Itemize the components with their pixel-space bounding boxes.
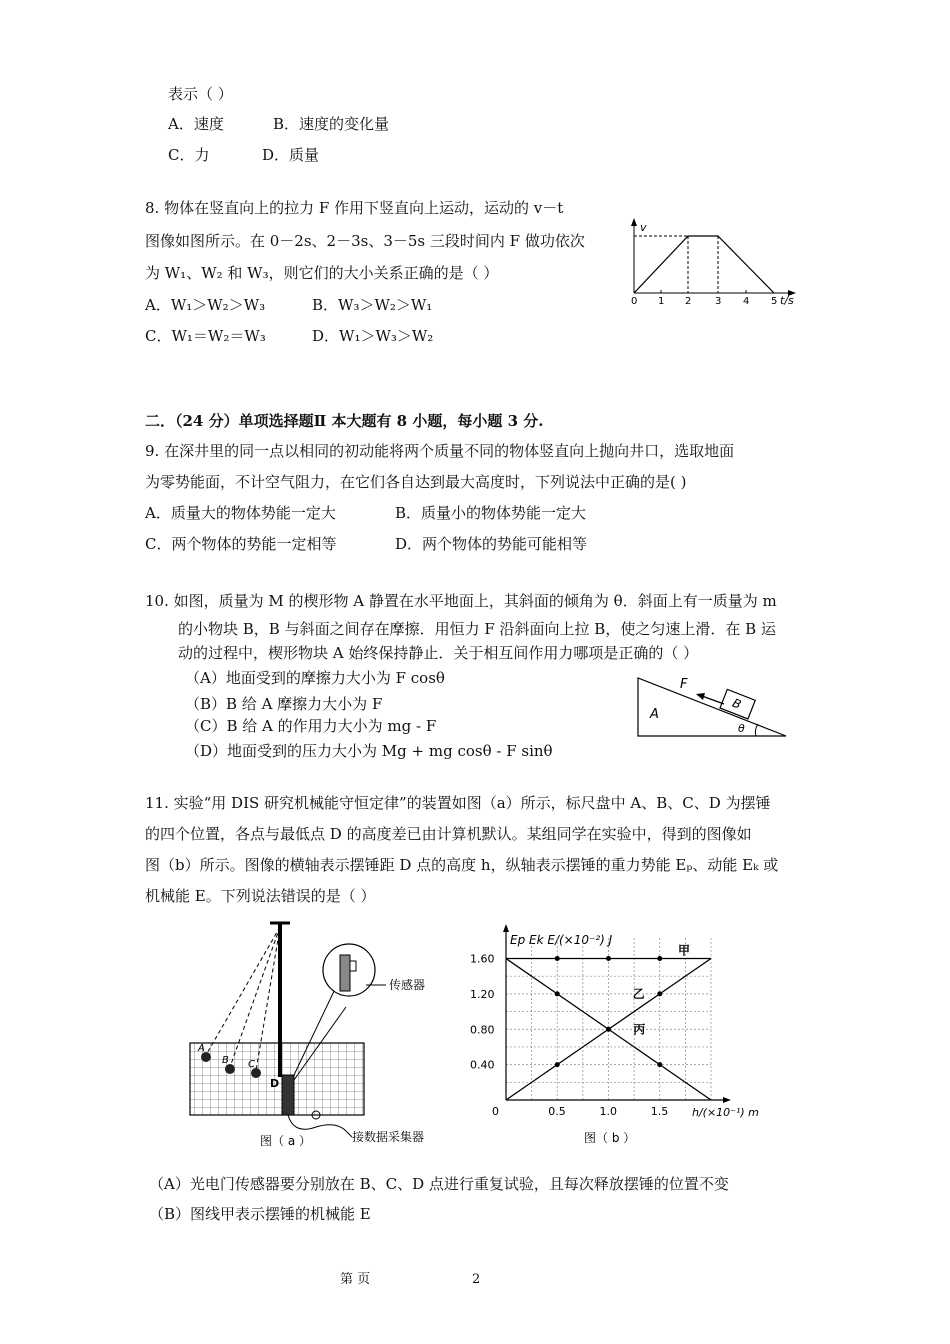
q10-option-d: （D）地面受到的压力大小为 Mg + mg cosθ - F sinθ <box>185 742 553 760</box>
q8-option-b: B．W₃＞W₂＞W₁ <box>312 296 433 314</box>
q10-stem-line2: 的小物块 B，B 与斜面之间存在摩擦．用恒力 F 沿斜面向上拉 B，使之匀速上滑．在 B 运 <box>178 620 776 638</box>
q8-tick: 4 <box>743 296 750 307</box>
q10-wedge <box>638 678 786 736</box>
q8-stem-line2: 图像如图所示。在 0－2s、2－3s、3－5s 三段时间内 F 做功依次 <box>145 232 585 250</box>
q8-tick: 1 <box>658 296 665 307</box>
chart-y-tick-label: 1.60 <box>470 952 495 966</box>
q10-option-c: （C）B 给 A 的作用力大小为 mg - F <box>185 717 437 735</box>
q8-tick: 2 <box>685 296 692 307</box>
q7-option-d: D．质量 <box>262 146 320 164</box>
q10-option-b: （B）B 给 A 摩擦力大小为 F <box>185 695 383 713</box>
q8-tick: 0 <box>631 296 638 307</box>
chart-series-label: 丙 <box>633 1022 646 1037</box>
q8-option-d: D．W₁＞W₃＞W₂ <box>312 327 434 345</box>
q9-option-d: D．两个物体的势能可能相等 <box>395 535 588 553</box>
q9-option-c: C．两个物体的势能一定相等 <box>145 535 337 553</box>
q11-figure-b-chart <box>466 920 796 1155</box>
point-c-label: C <box>248 1059 255 1070</box>
footer-label: 第 页 <box>340 1272 371 1287</box>
q11-stem-line3: 图（b）所示。图像的横轴表示摆锤距 D 点的高度 h，纵轴表示摆锤的重力势能 Eₚ、动能 Eₖ 或 <box>145 856 779 874</box>
chart-x-tick-label: 0 <box>492 1105 499 1118</box>
point-a-label: A <box>198 1043 205 1054</box>
chart-data-point <box>555 1062 560 1067</box>
q8-vt-graph <box>622 218 812 310</box>
chart-y-tick-label: 1.20 <box>470 987 495 1001</box>
q8-graph-ylabel: v <box>640 221 647 234</box>
q8-stem-line1: 8. 物体在竖直向上的拉力 F 作用下竖直向上运动，运动的 v－t <box>145 199 564 217</box>
chart-data-point <box>555 956 560 961</box>
q10-label-theta: θ <box>738 722 745 735</box>
chart-y-tick-label: 0.80 <box>470 1023 495 1037</box>
chart-y-axis-arrow <box>503 924 509 932</box>
q10-label-b: B <box>730 695 744 712</box>
q7-option-c: C．力 <box>168 146 210 164</box>
chart-y-tick-label: 0.40 <box>470 1058 495 1072</box>
collector-label: 接数据采集器 <box>352 1130 425 1144</box>
q10-stem-line1: 10. 如图，质量为 M 的楔形物 A 静置在水平地面上，其斜面的倾角为 θ．斜面上有一质量为 m <box>145 592 777 610</box>
q10-label-a: A <box>650 707 659 722</box>
q11-option-b: （B）图线甲表示摆锤的机械能 E <box>149 1205 371 1223</box>
chart-x-axis-arrow <box>723 1097 731 1103</box>
q8-stem-line3: 为 W₁、W₂ 和 W₃，则它们的大小关系正确的是（ ） <box>145 264 499 282</box>
chart-ylabel: Ep Ek E/(×10⁻²) J <box>510 933 613 947</box>
chart-x-tick-label: 1.5 <box>650 1105 669 1118</box>
q11-stem-line2: 的四个位置，各点与最低点 D 的高度差已由计算机默认。某组同学在实验中，得到的图像如 <box>145 825 752 843</box>
q9-stem-line1: 9. 在深井里的同一点以相同的初动能将两个质量不同的物体竖直向上抛向井口，选取地面 <box>145 442 735 460</box>
point-b-label: B <box>222 1055 229 1066</box>
q8-tick: 3 <box>715 296 722 307</box>
sensor-label: 传感器 <box>389 978 426 992</box>
chart-caption: 图（ b ） <box>584 1131 636 1145</box>
q8-option-c: C．W₁＝W₂＝W₃ <box>145 327 266 345</box>
q7-tail: 表示（ ） <box>168 85 233 103</box>
q8-graph-xlabel: t/s <box>780 294 794 307</box>
figure-a-caption: 图（ a ） <box>260 1134 311 1148</box>
chart-data-point <box>657 1062 662 1067</box>
q10-stem-line3: 动的过程中，楔形物块 A 始终保持静止．关于相互间作用力哪项是正确的（ ） <box>178 644 699 662</box>
chart-data-point <box>555 991 560 996</box>
point-d-label: D <box>270 1077 280 1090</box>
photogate-sensor <box>282 1075 294 1115</box>
chart-data-point <box>606 956 611 961</box>
chart-x-tick-label: 0.5 <box>548 1105 566 1118</box>
q9-stem-line2: 为零势能面，不计空气阻力，在它们各自达到最大高度时，下列说法中正确的是( ) <box>145 473 687 491</box>
q11-stem-line4: 机械能 E。下列说法错误的是（ ） <box>145 887 376 905</box>
section2-heading: 二．（24 分）单项选择题Ⅱ 本大题有 8 小题，每小题 3 分. <box>145 412 544 430</box>
chart-data-point <box>657 956 662 961</box>
q9-option-b: B．质量小的物体势能一定大 <box>395 504 587 522</box>
q8-tick: 5 <box>771 296 778 307</box>
q11-stem-line1: 11. 实验“用 DIS 研究机械能守恒定律”的装置如图（a）所示，标尺盘中 A、B、C、D 为摆锤 <box>145 794 771 812</box>
chart-series-label: 乙 <box>632 986 645 1001</box>
chart-data-point <box>657 991 662 996</box>
chart-xlabel: h/(×10⁻¹) m <box>692 1106 759 1119</box>
chart-x-tick-label: 1.0 <box>599 1105 617 1118</box>
q7-option-a: A．速度 <box>168 115 224 133</box>
q10-option-a: （A）地面受到的摩擦力大小为 F cosθ <box>185 669 445 687</box>
q10-label-f: F <box>680 677 688 692</box>
q8-graph-line <box>634 236 774 293</box>
page-number: 2 <box>472 1272 481 1287</box>
q9-option-a: A．质量大的物体势能一定大 <box>145 504 336 522</box>
q11-option-a: （A）光电门传感器要分别放在 B、C、D 点进行重复试验，且每次释放摆锤的位置不变 <box>149 1175 729 1193</box>
chart-data-point <box>606 1027 611 1032</box>
q10-wedge-figure <box>632 672 792 742</box>
q7-option-b: B．速度的变化量 <box>273 115 390 133</box>
q11-figure-a <box>186 915 456 1155</box>
q8-option-a: A．W₁＞W₂＞W₃ <box>145 296 266 314</box>
chart-series-label: 甲 <box>678 943 691 958</box>
